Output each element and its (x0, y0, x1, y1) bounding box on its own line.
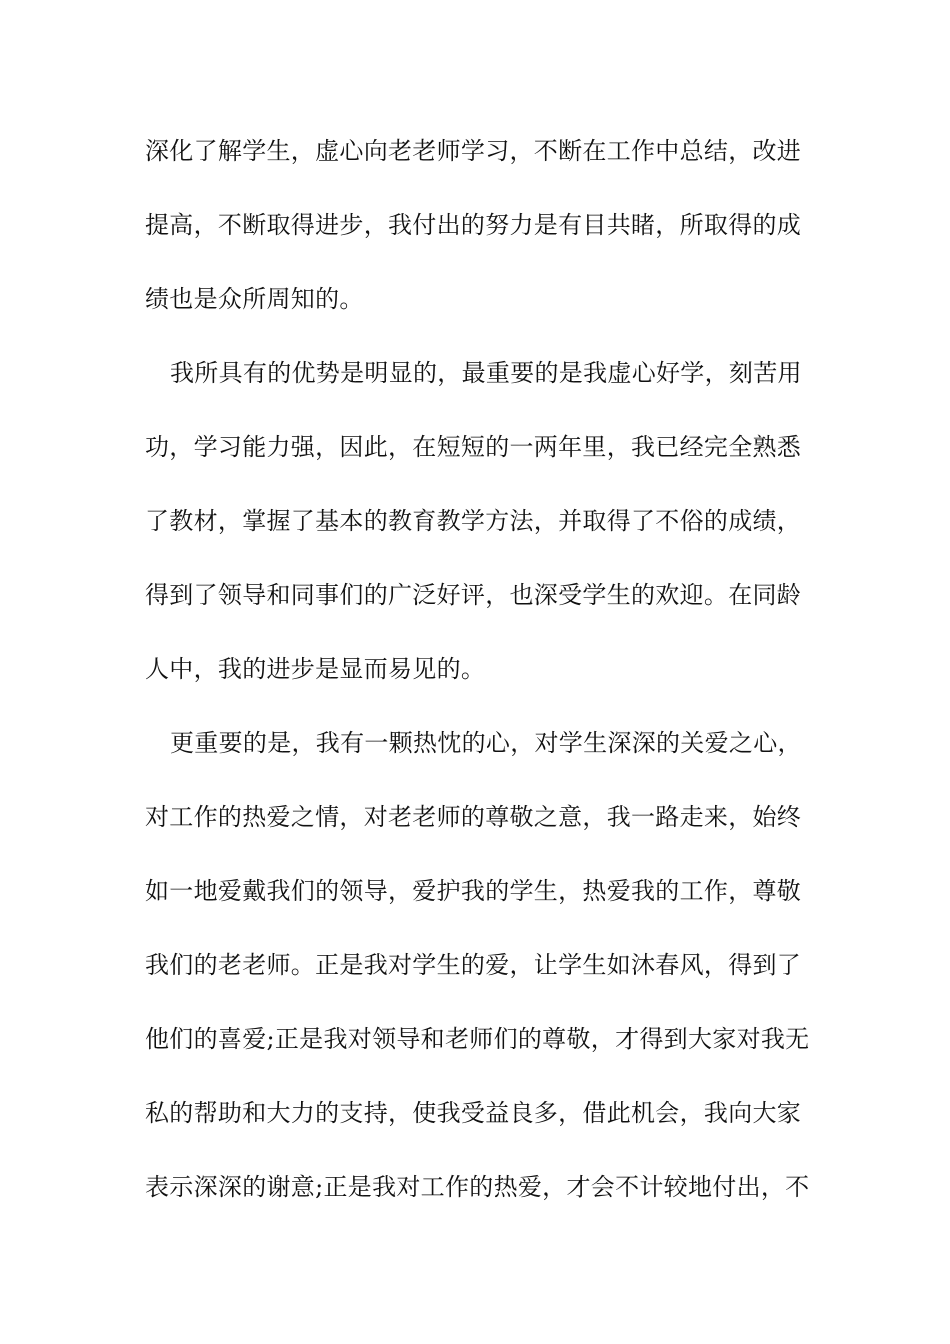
paragraph-3-line-1: 更重要的是，我有一颗热忱的心，对学生深深的关爱之心， (170, 729, 802, 757)
paragraph-2-line-1: 我所具有的优势是明显的，最重要的是我虚心好学，刻苦用 (170, 359, 802, 387)
paragraph-3-line-4: 我们的老老师。正是我对学生的爱，让学生如沐春风，得到了 (145, 951, 802, 979)
paragraph-2-line-5: 人中，我的进步是显而易见的。 (145, 655, 486, 683)
paragraph-1-line-3: 绩也是众所周知的。 (145, 285, 364, 313)
paragraph-2-line-3: 了教材，掌握了基本的教育教学方法，并取得了不俗的成绩， (145, 507, 802, 535)
paragraph-1-line-1: 深化了解学生，虚心向老老师学习，不断在工作中总结，改进 (145, 137, 802, 165)
paragraph-3-line-7: 表示深深的谢意;正是我对工作的热爱，才会不计较地付出，不 (145, 1173, 810, 1201)
paragraph-2-line-4: 得到了领导和同事们的广泛好评，也深受学生的欢迎。在同龄 (145, 581, 802, 609)
paragraph-3-line-2: 对工作的热爱之情，对老老师的尊敬之意，我一路走来，始终 (145, 803, 802, 831)
paragraph-3-line-6: 私的帮助和大力的支持，使我受益良多，借此机会，我向大家 (145, 1099, 802, 1127)
paragraph-1-line-2: 提高，不断取得进步，我付出的努力是有目共睹，所取得的成 (145, 211, 802, 239)
paragraph-3-line-3: 如一地爱戴我们的领导，爱护我的学生，热爱我的工作，尊敬 (145, 877, 802, 905)
paragraph-3-line-5: 他们的喜爱;正是我对领导和老师们的尊敬，才得到大家对我无 (145, 1025, 810, 1053)
paragraph-2-line-2: 功，学习能力强，因此，在短短的一两年里，我已经完全熟悉 (145, 433, 802, 461)
